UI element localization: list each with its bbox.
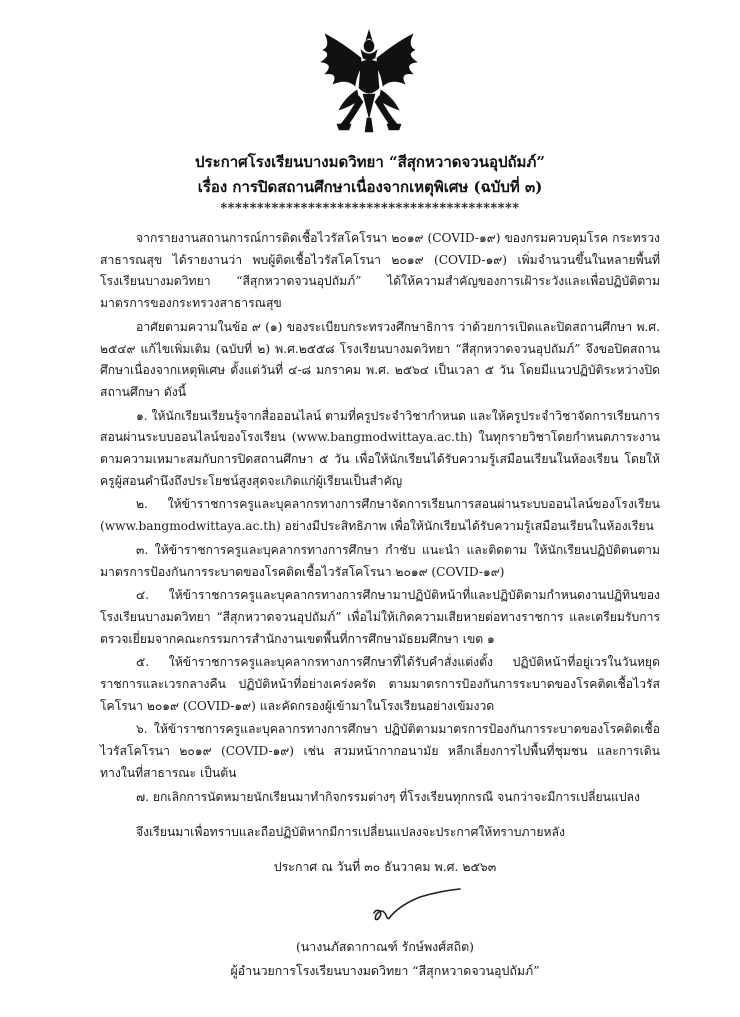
guideline-item-4: ๔. ให้ข้าราชการครูและบุคลากรทางการศึกษามาปฏิบัติหน้าที่และปฏิบัติตามกำหนดงานปฏิทินของโรงเรียนบางมดวิทยา “สีสุกหวาดจวนอุปถัมภ์” เพื่อไม่ให้เกิดความเสียหายต่อทางราชการ และเตรียมรับการตรวจเยี่ยมจากคณะกรรมการสำนักงานเขตพื้นที่การศึกษามัธยมศึกษา เขต ๑ [100, 588, 660, 646]
paragraph-intro: จากรายงานสถานการณ์การติดเชื้อไวรัสโคโรนา ๒๐๑๙ (COVID-๑๙) ของกรมควบคุมโรค กระทรวงสาธารณสุข ได้รายงานว่า พบผู้ติดเชื้อไวรัสโคโรนา ๒๐๑๙ (COVID-๑๙) เพิ่มจำนวนขึ้นในหลายพื้นที่ โรงเรียนบางมดวิทยา “สีสุกหวาดจวนอุปถัมภ์” ได้ให้ความสำคัญของการเฝ้าระวังและเพื่อปฏิบัติตามมาตรการของกระทรวงสาธารณสุข [100, 231, 660, 311]
signer-name: (นางนภัสดากาณฑ์ รักษ์พงศ์สถิต) [295, 939, 475, 954]
guideline-item-2: ๒. ให้ข้าราชการครูและบุคลากรทางการศึกษาจัดการเรียนการสอนผ่านระบบออนไลน์ของโรงเรียน (www.bangmodwittaya.ac.th) อย่างมีประสิทธิภาพ เพื่อให้นักเรียนได้รับความรู้เสมือนเรียนในห้องเรียน [100, 497, 660, 534]
guideline-item-5: ๕. ให้ข้าราชการครูและบุคลากรทางการศึกษาที่ได้รับคำสั่งแต่งตั้ง ปฏิบัติหน้าที่อยู่เวรในวันหยุดราชการและเวรกลางคืน ปฏิบัติหน้าที่อย่างเคร่งครัด ตามมาตรการป้องกันการระบาดของโรคติดเชื้อไวรัสโคโรนา ๒๐๑๙ (COVID-๑๙) และคัดกรองผู้เข้ามาในโรงเรียนอย่างเข้มงวด [100, 655, 660, 713]
closing-paragraph: จึงเรียนมาเพื่อทราบและถือปฏิบัติหากมีการเปลี่ยนแปลงจะประกาศให้ทราบภายหลัง [136, 825, 565, 840]
signer-position: ผู้อำนวยการโรงเรียนบางมดวิทยา “สีสุกหวาดจวนอุปถัมภ์” [230, 963, 540, 978]
announcement-subject: เรื่อง การปิดสถานศึกษาเนื่องจากเหตุพิเศษ (ฉบับที่ ๓) [197, 178, 543, 196]
handwritten-signature-icon [360, 885, 480, 935]
guideline-item-3: ๓. ให้ข้าราชการครูและบุคลากรทางการศึกษา กำชับ แนะนำ และติดตาม ให้นักเรียนปฏิบัติตนตามมาตรการป้องกันการระบาดของโรคติดเชื้อไวรัสโคโรนา ๒๐๑๙ (COVID-๑๙) [100, 542, 660, 579]
paragraph-authority: อาศัยตามความในข้อ ๙ (๑) ของระเบียบกระทรวงศึกษาธิการ ว่าด้วยการเปิดและปิดสถานศึกษา พ.ศ. ๒๕๔๙ แก้ไขเพิ่มเติม (ฉบับที่ ๒) พ.ศ.๒๕๕๘ โรงเรียนบางมดวิทยา “สีสุกหวาดจวนอุปถัมภ์” จึงขอปิดสถานศึกษาเนื่องจากเหตุพิเศษ ตั้งแต่วันที่ ๔-๘ มกราคม พ.ศ. ๒๕๖๔ เป็นเวลา ๕ วัน โดยมีแนวปฏิบัติระหว่างปิดสถานศึกษา ดังนี้ [100, 319, 660, 399]
announcement-date: ประกาศ ณ วันที่ ๓๐ ธันวาคม พ.ศ. ๒๕๖๓ [273, 859, 497, 874]
guideline-item-1: ๑. ให้นักเรียนเรียนรู้จากสื่อออนไลน์ ตามที่ครูประจำวิชากำหนด และให้ครูประจำวิชาจัดการเรียนการสอนผ่านระบบออนไลน์ของโรงเรียน (www.bangmodwittaya.ac.th) ในทุกรายวิชาโดยกำหนดภาระงานตามความเหมาะสมกับการปิดสถานศึกษา ๕ วัน เพื่อให้นักเรียนได้รับความรู้เสมือนเรียนในห้องเรียน โดยให้ครูผู้สอนคำนึงถึงประโยชน์สูงสุดจะเกิดแก่ผู้เรียนเป็นสำคัญ [100, 408, 660, 488]
announcement-title: ประกาศโรงเรียนบางมดวิทยา “สีสุกหวาดจวนอุปถัมภ์” [195, 153, 545, 171]
garuda-emblem-icon [311, 28, 427, 136]
guideline-item-7: ๗. ยกเลิกการนัดหมายนักเรียนมาทำกิจกรรมต่างๆ ที่โรงเรียนทุกกรณี จนกว่าจะมีการเปลี่ยนแปลง [136, 789, 640, 804]
guideline-item-6: ๖. ให้ข้าราชการครูและบุคลากรทางการศึกษา ปฏิบัติตามมาตรการป้องกันการระบาดของโรคติดเชื้อไวรัสโคโรนา ๒๐๑๙ (COVID-๑๙) เช่น สวมหน้ากากอนามัย หลีกเลี่ยงการไปพื้นที่ชุมชน และการเดินทางในที่สาธารณะ เป็นต้น [100, 722, 660, 780]
title-separator: ***************************************** [220, 201, 520, 216]
announcement-body [100, 228, 660, 846]
